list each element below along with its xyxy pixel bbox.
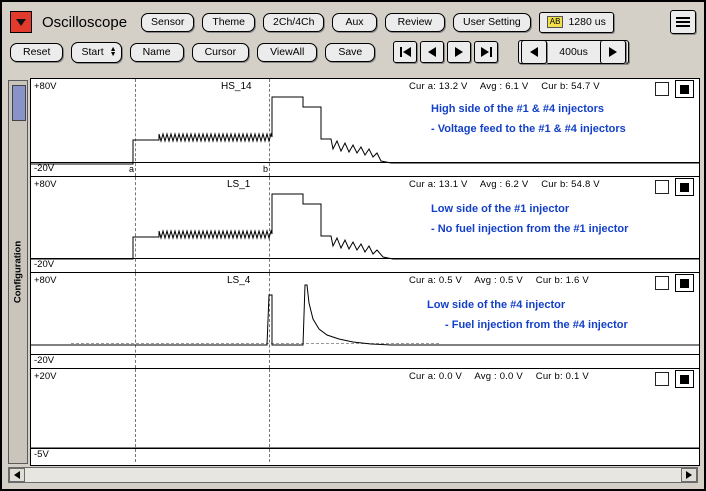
pane-expand-button[interactable] [675,80,694,98]
user-setting-button[interactable]: User Setting [453,13,531,32]
save-button[interactable]: Save [325,43,375,62]
horizontal-scrollbar[interactable] [8,467,698,483]
scope-display [30,78,700,466]
waveform-trace [31,369,699,462]
readout-cur-b: Cur b: 54.8 V [541,179,600,190]
scope-pane[interactable] [31,273,699,369]
readout-cur-b: Cur b: 1.6 V [535,275,589,286]
stepper-arrows-icon[interactable]: ▲ ▼ [109,46,117,58]
annotation-line: - Fuel injection from the #4 injector [445,319,628,331]
skip-first-icon[interactable] [393,41,417,63]
transport-controls [393,41,498,63]
name-button[interactable]: Name [130,43,184,62]
readout-avg: Avg : 0.0 V [474,371,523,382]
y-axis-bottom-label: -20V [34,163,55,174]
scope-pane[interactable] [31,177,699,273]
theme-button[interactable]: Theme [202,13,255,32]
readout-cur-b: Cur b: 54.7 V [541,81,600,92]
readout-cur-a: Cur a: 13.2 V [409,81,468,92]
sensor-button[interactable]: Sensor [141,13,194,32]
time-display[interactable] [539,12,614,33]
timebase-value: 400us [559,46,588,58]
toolbar [2,2,704,68]
timebase-decrease-icon[interactable] [521,40,547,64]
annotation-line: - Voltage feed to the #1 & #4 injectors [431,123,626,135]
readout-cur-b: Cur b: 0.1 V [535,371,589,382]
ab-badge-icon: AB [547,16,564,28]
start-stepper-label: Start [81,46,104,58]
y-axis-bottom-label: -20V [34,259,55,270]
pane-readout [409,81,610,92]
red-triangle-icon [10,11,32,33]
sidebar-item-label: Configuration [12,240,24,304]
review-button[interactable]: Review [385,13,445,32]
readout-cur-a: Cur a: 0.0 V [409,371,463,382]
pane-checkbox[interactable] [655,372,669,386]
toolbar-row-primary [10,10,614,34]
time-display-value: 1280 us [568,16,606,28]
annotation-line: - No fuel injection from the #1 injector [431,223,629,235]
y-axis-top-label: +80V [34,275,57,286]
pane-readout [409,275,599,286]
app-title: Oscilloscope [42,13,128,31]
readout-cur-a: Cur a: 13.1 V [409,179,468,190]
pane-expand-button[interactable] [675,274,694,292]
sidebar-grip-icon[interactable] [12,85,26,121]
pane-checkbox[interactable] [655,276,669,290]
scope-pane[interactable] [31,369,699,462]
channel-label: HS_14 [221,81,252,92]
annotation-line: Low side of the #4 injector [427,299,566,311]
readout-avg: Avg : 0.5 V [474,275,523,286]
annotation-line: Low side of the #1 injector [431,203,570,215]
cursor-a-label: a [129,164,135,174]
y-axis-top-label: +80V [34,81,57,92]
toolbar-row-secondary [10,40,629,64]
pane-checkbox[interactable] [655,180,669,194]
y-axis-bottom-label: -20V [34,355,55,366]
timebase-selector[interactable] [518,40,629,64]
readout-avg: Avg : 6.1 V [479,81,529,92]
channel-label: LS_1 [227,179,251,190]
pane-expand-button[interactable] [675,178,694,196]
pane-readout [409,179,610,190]
readout-avg: Avg : 6.2 V [479,179,529,190]
start-stepper[interactable] [71,42,121,63]
step-back-icon[interactable] [420,41,444,63]
hamburger-menu-icon[interactable] [670,10,696,34]
scroll-left-icon[interactable] [9,468,25,482]
scope-pane[interactable] [31,79,699,177]
skip-last-icon[interactable] [474,41,498,63]
aux-button[interactable]: Aux [332,13,376,32]
step-forward-icon[interactable] [447,41,471,63]
channel-label: LS_4 [227,275,251,286]
scroll-right-icon[interactable] [681,468,697,482]
viewall-button[interactable]: ViewAll [257,43,317,62]
pane-checkbox[interactable] [655,82,669,96]
y-axis-top-label: +80V [34,179,57,190]
sidebar-item-configuration[interactable] [8,80,28,464]
cursor-b-label: b [263,164,269,174]
pane-expand-button[interactable] [675,370,694,388]
readout-cur-a: Cur a: 0.5 V [409,275,463,286]
timebase-increase-icon[interactable] [600,40,626,64]
pane-readout [409,371,599,382]
cursor-button[interactable]: Cursor [192,43,250,62]
y-axis-bottom-label: -5V [34,449,49,460]
annotation-line: High side of the #1 & #4 injectors [431,103,604,115]
reset-button[interactable]: Reset [10,43,63,62]
channel-count-button[interactable]: 2Ch/4Ch [263,13,324,32]
y-axis-top-label: +20V [34,371,57,382]
